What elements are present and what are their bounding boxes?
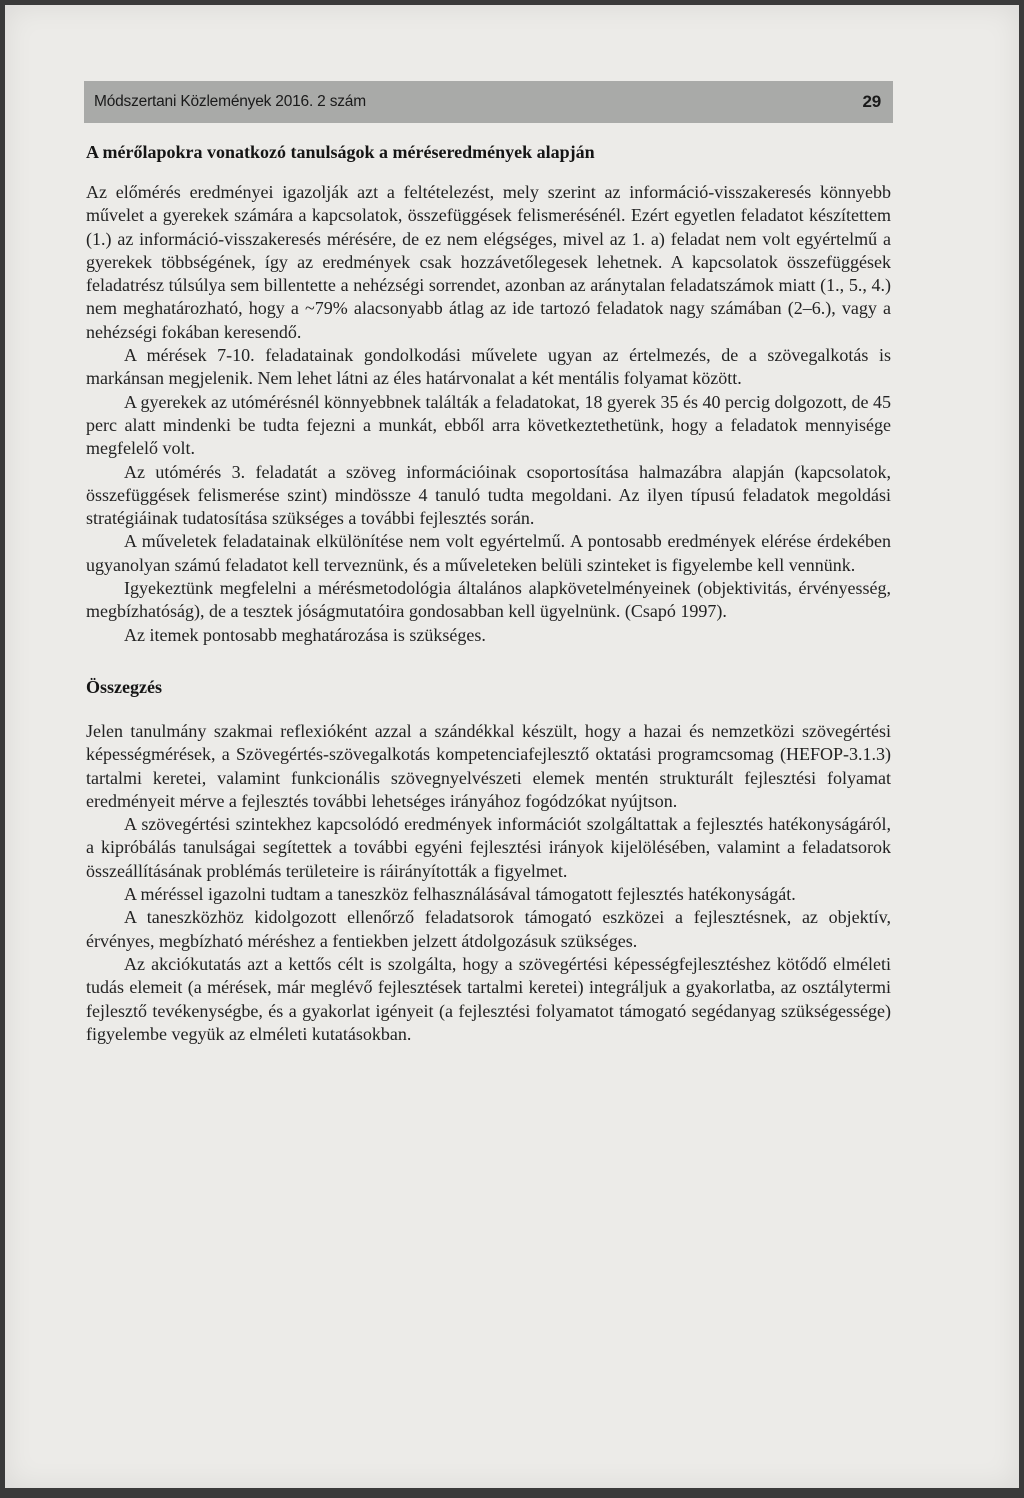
paragraph: A gyerekek az utómérésnél könnyebbnek találták a feladatokat, 18 gyerek 35 és 40 percig dolgozott, de 45 perc alatt mindenki be tudta fejezni a munkát, ebből arra következtethetünk, hogy a feladatok mennyisége megfelelő volt. [86,391,891,459]
article-body [86,141,891,1046]
section-heading-lessons: A mérőlapokra vonatkozó tanulságok a méréseredmények alapján [86,142,595,162]
page-number: 29 [862,92,881,111]
section-heading-summary: Összegzés [86,676,162,697]
running-header [84,81,893,123]
paragraph: Az utómérés 3. feladatát a szöveg információinak csoportosítása halmazábra alapján (kapcsolatok, összefüggések felismerése szint) mindössze 4 tanuló tudta megoldani. Az ilyen típusú feladatok megoldási stratégiáinak tudatosítása szükséges a további fejlesztés során. [86,461,891,529]
paragraph: Jelen tanulmány szakmai reflexióként azzal a szándékkal készült, hogy a hazai és nemzetközi szövegértési képességmérések, a Szövegértés-szövegalkotás kompetenciafejlesztő oktatási programcsomag (HEFOP-3.1.3) tartalmi keretei, valamint funkcionális szövegnyelvészeti elemek mentén strukturált fejlesztési folyamat eredményeit mérve a fejlesztés további lehetséges irányához fogódzókat nyújtson. [86,720,891,811]
paragraph: Igyekeztünk megfelelni a mérésmetodológia általános alapkövetelményeinek (objektivitás, érvényesség, megbízhatóság), de a tesztek jóságmutatóira gondosabban kell ügyelnünk. (Csapó 1997). [86,578,891,622]
document-page [5,5,1019,1488]
paragraph: Az előmérés eredményei igazolják azt a feltételezést, mely szerint az információ-visszakeresés könnyebb művelet a gyerekek számára a kapcsolatok, összefüggések felismerésénél. Ezért egyetlen feladatot készítettem (1.) az információ-visszakeresés mérésére, de ez nem elégséges, mivel az 1. a) feladat nem volt egyértelmű a gyerekek többségének, így az eredmények csak hozzávetőlegesek lehetnek. A kapcsolatok összefüggések feladatrész túlsúlya sem billentette a nehézségi sorrendet, azonban az aránytalan feladatszámok miatt (1., 5., 4.) nem meghatározható, hogy a ~79% alacsonyabb átlag az ide tartozó feladatok nagy számában (2–6.), vagy a nehézségi fokában keresendő. [86,182,891,342]
paragraph: A méréssel igazolni tudtam a taneszköz felhasználásával támogatott fejlesztés hatékonyságát. [124,884,796,905]
paragraph: Az itemek pontosabb meghatározása is szükséges. [124,624,486,645]
paragraph: Az akciókutatás azt a kettős célt is szolgálta, hogy a szövegértési képességfejlesztéshez kötődő elméleti tudás elemeit (a mérések, már meglévő fejlesztések tartalmi keretei) integráljuk a gyakorlatba, az osztálytermi fejlesztő tevékenységbe, és a gyakorlat igényeit (a fejlesztési folyamatot támogató segédanyag szükségessége) figyelembe vegyük az elméleti kutatásokban. [86,953,891,1044]
paragraph: A taneszközhöz kidolgozott ellenőrző feladatsorok támogató eszközei a fejlesztésnek, az objektív, érvényes, megbízható méréshez a fentiekben jelzett átdolgozásuk szükséges. [86,907,891,951]
paragraph: A műveletek feladatainak elkülönítése nem volt egyértelmű. A pontosabb eredmények elérése érdekében ugyanolyan számú feladatot kell terveznünk, és a műveleteken belüli szinteket is figyelembe kell vennünk. [86,531,891,575]
journal-title: Módszertani Közlemények 2016. 2 szám [94,93,366,110]
paragraph: A szövegértési szintekhez kapcsolódó eredmények információt szolgáltattak a fejlesztés hatékonyságáról, a kipróbálás tanulságai segítettek a további egyéni fejlesztési irányok kijelölésében, valamint a feladatsorok összeállításának problémás területeire is ráirányították a figyelmet. [86,814,891,881]
paragraph: A mérések 7-10. feladatainak gondolkodási művelete ugyan az értelmezés, de a szövegalkotás is markánsan megjelenik. Nem lehet látni az éles határvonalat a két mentális folyamat között. [86,345,891,389]
